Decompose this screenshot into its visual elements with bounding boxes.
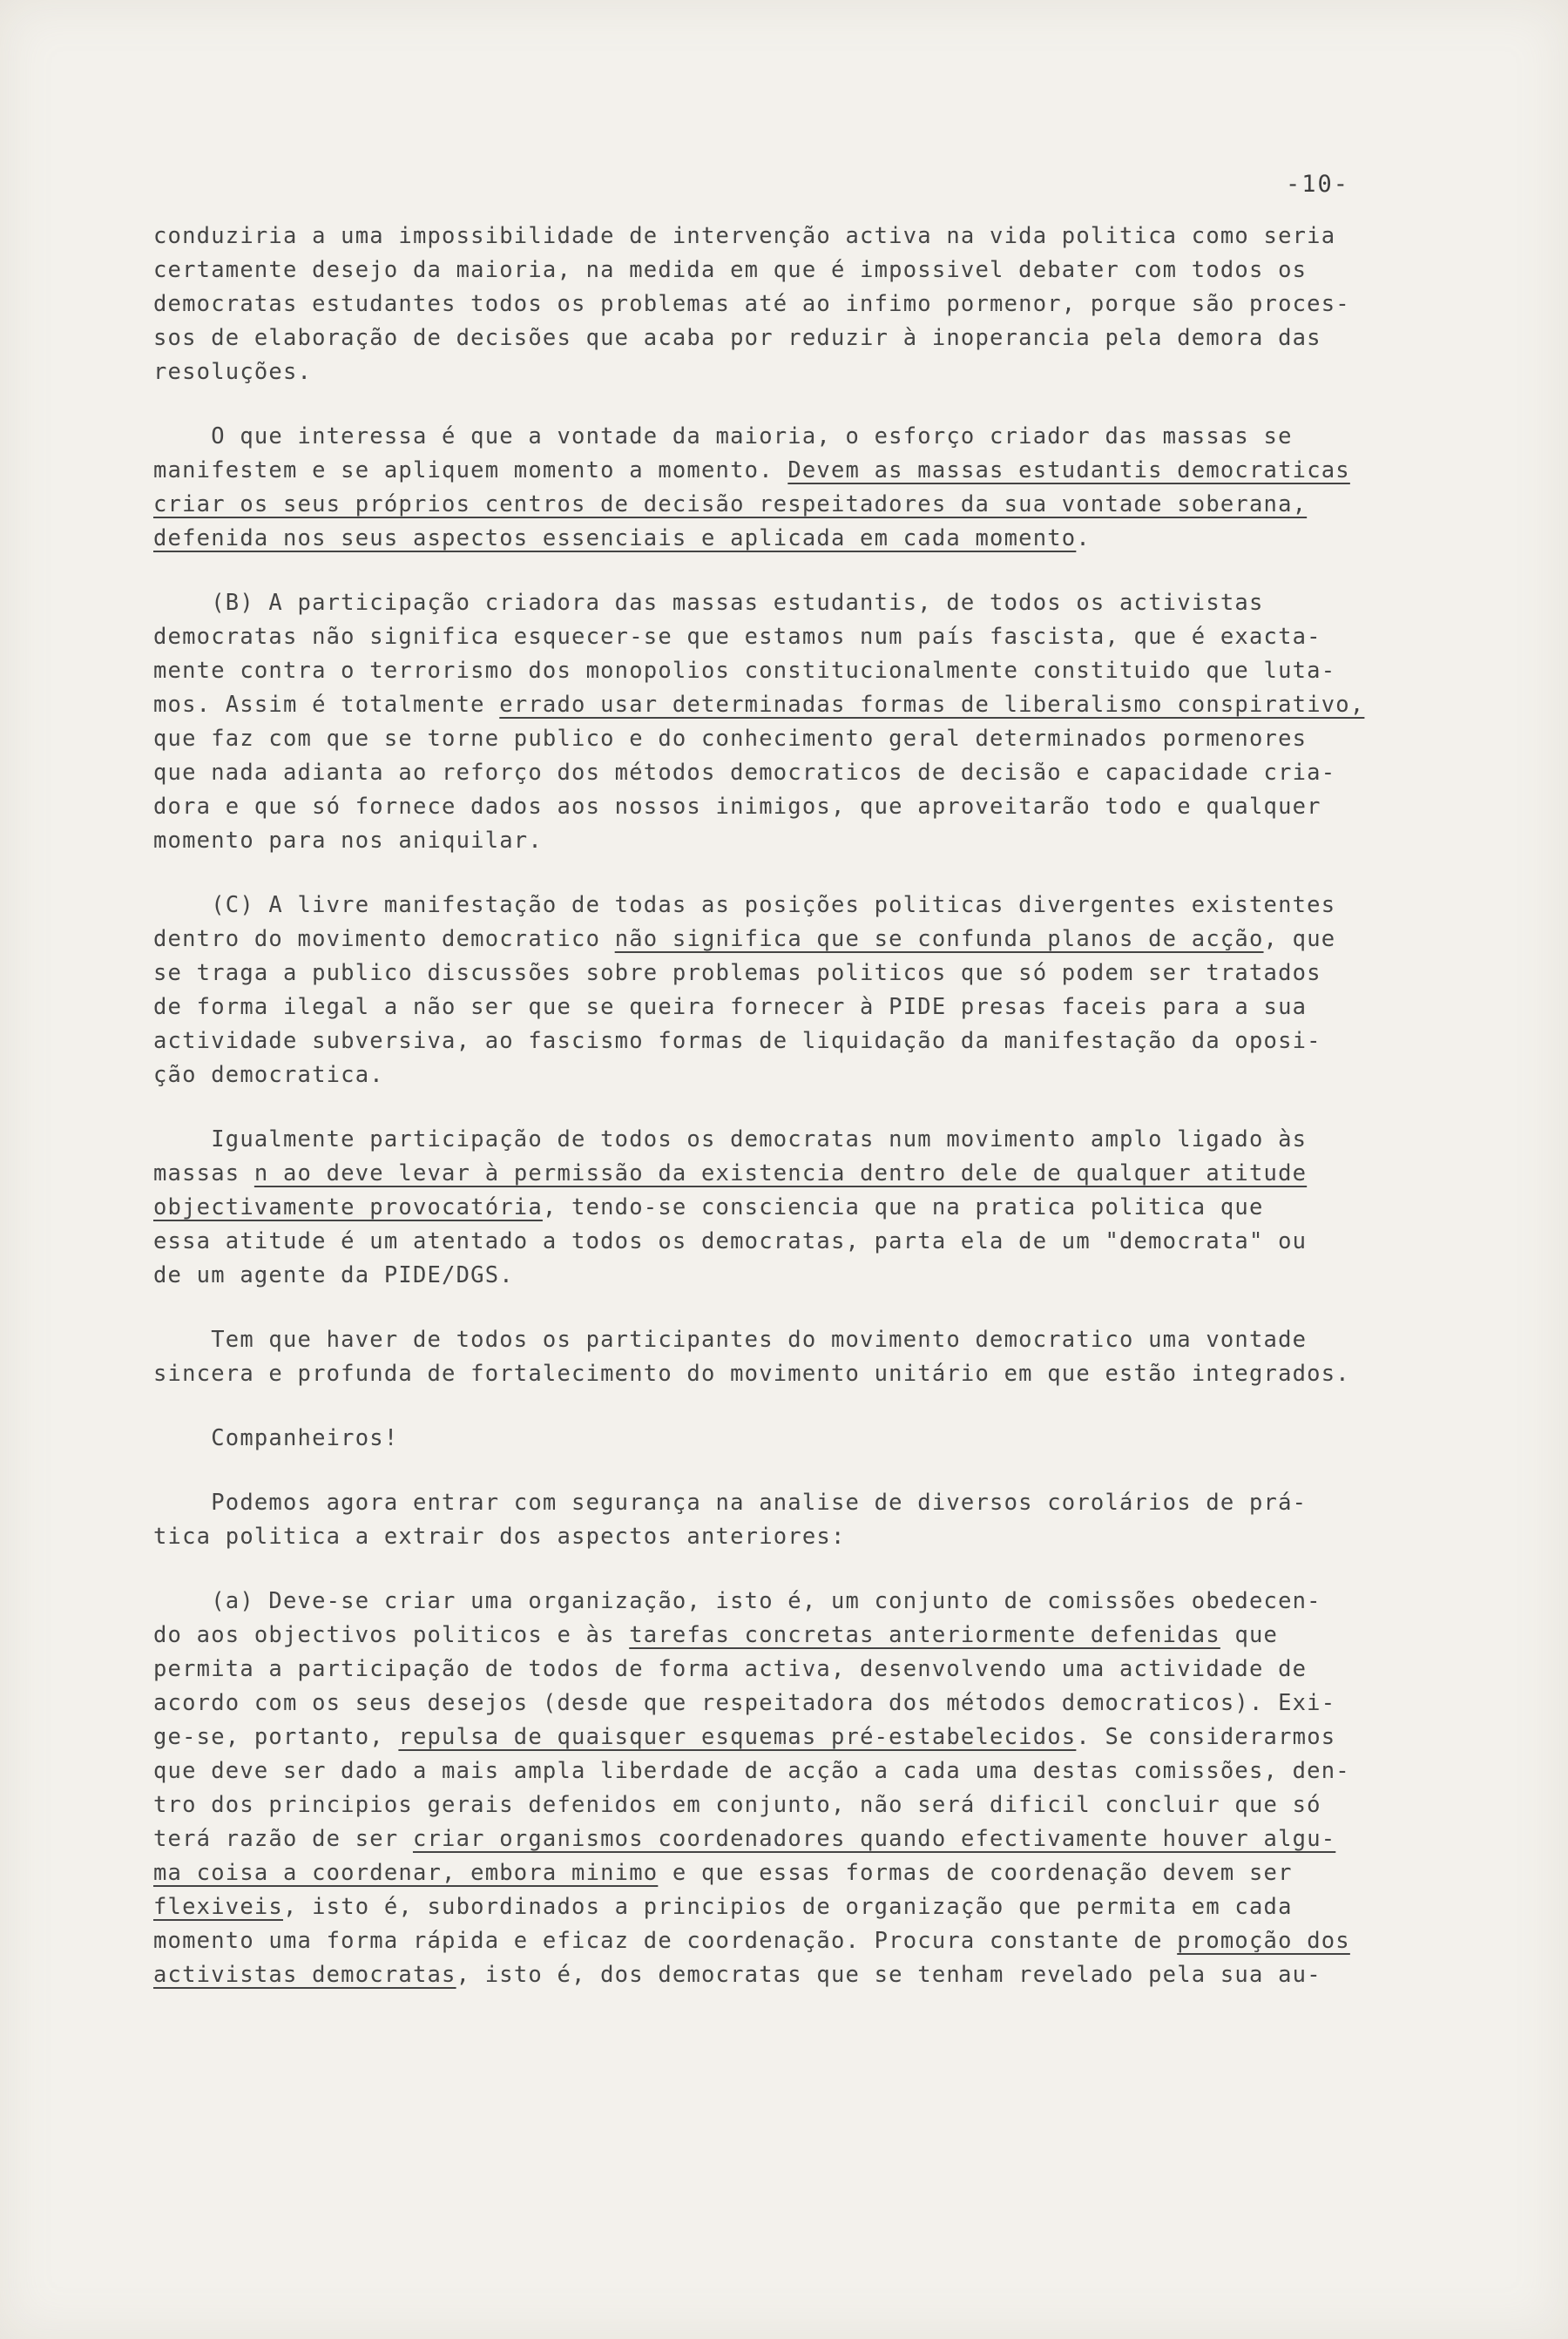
underlined-text: tarefas concretas anteriormente defenidas [629,1622,1220,1648]
text-segment: de um agente da PIDE/DGS. [153,1262,514,1288]
text-segment: ção democratica. [153,1062,384,1088]
text-line [153,1687,1425,1720]
text-segment: mente contra o terrorismo dos monopolios constitucionalmente constituido que luta- [153,658,1336,684]
underlined-text: ma coisa a coordenar, embora minimo [153,1860,659,1886]
underlined-text: n ao deve levar à permissão da existencia dentro dele de qualquer atitude [253,1160,1308,1186]
text-line [153,688,1425,722]
underlined-text: repulsa de quaisquer esquemas pré-estabelecidos [398,1724,1077,1750]
text-line [153,1856,1425,1890]
text-segment: , isto é, subordinados a principios de organização que permita em cada [282,1894,1293,1920]
text-segment: que nada adianta ao reforço dos métodos democraticos de decisão e capacidade cria- [153,760,1336,786]
text-segment: mos. Assim é totalmente [153,692,500,718]
text-line [153,654,1425,688]
text-segment: O que interessa é que a vontade da maioria, o esforço criador das massas se [153,423,1293,450]
text-line [153,1191,1425,1225]
text-segment: tro dos principios gerais defenidos em conjunto, não será dificil concluir que só [153,1792,1321,1818]
text-segment: Podemos agora entrar com segurança na analise de diversos corolários de prá- [153,1490,1308,1516]
text-segment: que [1220,1622,1279,1648]
text-segment: , que [1263,926,1336,952]
text-segment: (B) A participação criadora das massas estudantis, de todos os activistas [153,590,1264,616]
text-segment: actividade subversiva, ao fascismo formas de liquidação da manifestação da oposi- [153,1028,1321,1054]
underlined-text: flexiveis [153,1894,283,1920]
text-line [153,790,1425,824]
text-segment: massas [153,1160,254,1186]
text-line [153,1720,1425,1754]
text-line [153,1225,1425,1259]
underlined-text: promoção dos [1177,1928,1350,1954]
text-line [153,321,1425,355]
text-line [153,220,1425,254]
text-segment: sincera e profunda de fortalecimento do movimento unitário em que estão integrados. [153,1361,1350,1387]
paragraph [153,1422,1425,1456]
text-line [153,488,1425,522]
underlined-text: criar os seus próprios centros de decisão respeitadores da sua vontade soberana, [153,491,1308,517]
text-segment: . Se considerarmos [1076,1724,1336,1750]
text-line [153,1890,1425,1924]
text-line [153,1157,1425,1191]
text-segment: manifestem e se apliquem momento a momento. [153,457,788,483]
text-segment: dora e que só fornece dados aos nossos inimigos, que aproveitarão todo e qualquer [153,794,1321,820]
text-line [153,1788,1425,1822]
text-line [153,1058,1425,1092]
underlined-text: defenida nos seus aspectos essenciais e aplicada em cada momento [153,525,1077,551]
text-line [153,1123,1425,1157]
text-line [153,586,1425,620]
text-line [153,957,1425,990]
text-line [153,522,1425,556]
text-segment: Tem que haver de todos os participantes do movimento democratico uma vontade [153,1327,1308,1353]
text-line [153,1619,1425,1653]
text-line [153,1486,1425,1520]
text-line [153,1422,1425,1456]
text-line [153,620,1425,654]
text-line [153,1924,1425,1958]
paragraph [153,1323,1425,1391]
text-segment: resoluções. [153,359,313,385]
text-line [153,722,1425,756]
underlined-text: errado usar determinadas formas de liberalismo conspirativo, [499,692,1365,718]
text-segment: acordo com os seus desejos (desde que respeitadora dos métodos democraticos). Exi- [153,1690,1336,1716]
underlined-text: objectivamente provocatória [153,1194,543,1220]
paragraph [153,1585,1425,1992]
underlined-text: Devem as massas estudantis democraticas [787,457,1350,483]
text-line [153,923,1425,957]
text-segment: , isto é, dos democratas que se tenham revelado pela sua au- [456,1962,1321,1988]
text-line [153,756,1425,790]
text-line [153,990,1425,1024]
text-segment: e que essas formas de coordenação devem ser [658,1860,1293,1886]
text-line [153,454,1425,488]
text-line [153,1754,1425,1788]
text-segment: , tendo-se consciencia que na pratica politica que [542,1194,1264,1220]
underlined-text: não significa que se confunda planos de acção [614,926,1264,952]
paragraph [153,1123,1425,1293]
text-segment: democratas estudantes todos os problemas até ao infimo pormenor, porque são proces- [153,291,1350,317]
text-line [153,824,1425,858]
text-segment: . [1076,525,1091,551]
text-segment: tica politica a extrair dos aspectos anteriores: [153,1524,846,1550]
text-segment: permita a participação de todos de forma activa, desenvolvendo uma actividade de [153,1656,1308,1682]
text-line [153,1822,1425,1856]
text-line [153,287,1425,321]
text-line [153,1259,1425,1293]
text-line [153,1653,1425,1687]
text-segment: de forma ilegal a não ser que se queira fornecer à PIDE presas faceis para a sua [153,994,1308,1020]
paragraph [153,586,1425,858]
text-line [153,1323,1425,1357]
text-line [153,1357,1425,1391]
underlined-text: activistas democratas [153,1962,456,1988]
text-segment: conduziria a uma impossibilidade de intervenção activa na vida politica como seria [153,223,1336,249]
text-segment: ge-se, portanto, [153,1724,399,1750]
text-segment: se traga a publico discussões sobre problemas politicos que só podem ser tratados [153,960,1321,986]
text-segment: que deve ser dado a mais ampla liberdade de acção a cada uma destas comissões, den- [153,1758,1350,1784]
text-line [153,1958,1425,1992]
text-line [153,1024,1425,1058]
paragraph [153,220,1425,389]
text-segment: certamente desejo da maioria, na medida em que é impossivel debater com todos os [153,257,1308,283]
text-segment: (C) A livre manifestação de todas as posições politicas divergentes existentes [153,892,1336,918]
page-number: -10- [1286,171,1350,198]
text-segment: (a) Deve-se criar uma organização, isto é, um conjunto de comissões obedecen- [153,1588,1321,1614]
text-segment: terá razão de ser [153,1826,413,1852]
text-segment: dentro do movimento democratico [153,926,615,952]
paragraph [153,420,1425,556]
text-line [153,889,1425,923]
document-body [153,220,1425,2023]
paragraph [153,1486,1425,1554]
text-segment: do aos objectivos politicos e às [153,1622,630,1648]
text-segment: momento uma forma rápida e eficaz de coordenação. Procura constante de [153,1928,1178,1954]
text-segment: Companheiros! [153,1425,399,1451]
text-line [153,254,1425,287]
paragraph [153,889,1425,1092]
text-line [153,1520,1425,1554]
text-segment: democratas não significa esquecer-se que estamos num país fascista, que é exacta- [153,624,1321,650]
text-segment: essa atitude é um atentado a todos os democratas, parta ela de um "democrata" ou [153,1228,1308,1254]
text-line [153,355,1425,389]
text-line [153,1585,1425,1619]
text-segment: que faz com que se torne publico e do conhecimento geral determinados pormenores [153,726,1308,752]
underlined-text: criar organismos coordenadores quando efectivamente houver algu- [412,1826,1336,1852]
text-segment: momento para nos aniquilar. [153,828,543,854]
text-segment: Igualmente participação de todos os democratas num movimento amplo ligado às [153,1126,1308,1153]
text-line [153,420,1425,454]
text-segment: sos de elaboração de decisões que acaba por reduzir à inoperancia pela demora das [153,325,1321,351]
